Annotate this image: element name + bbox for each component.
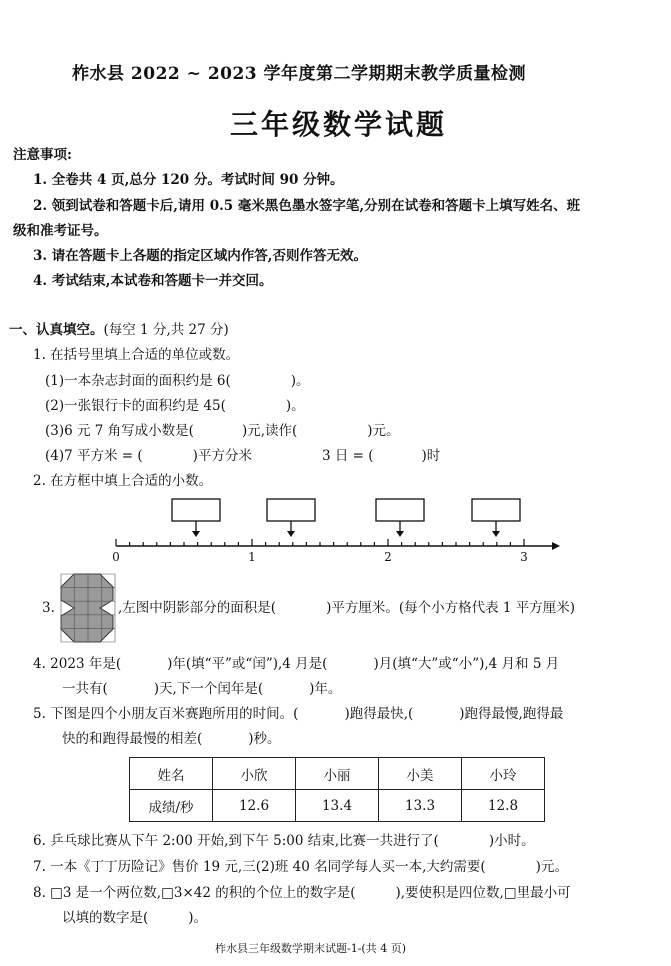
table-cell: 13.3 bbox=[379, 790, 462, 822]
table-cell: 12.8 bbox=[462, 790, 545, 822]
question-8-line1: 8. □3 是一个两位数,□3×42 的积的个位上的数字是( ),要使积是四位数,□里最小可 bbox=[33, 885, 571, 901]
tick-label: 0 bbox=[112, 550, 120, 564]
question-1-stem: 1. 在括号里填上合适的单位或数。 bbox=[33, 347, 240, 363]
question-4-line2: 一共有( )天,下一个闰年是( )年。 bbox=[62, 681, 342, 697]
table-row bbox=[130, 790, 545, 822]
notice-item: 3. 请在答题卡上各题的指定区域内作答,否则作答无效。 bbox=[33, 248, 367, 264]
page-footer: 柞水县三年级数学期末试题-1-(共 4 页) bbox=[215, 942, 407, 955]
table-cell: 姓名 bbox=[130, 758, 213, 790]
tick-label: 3 bbox=[520, 550, 528, 564]
question-4-line1: 4. 2023 年是( )年(填“平”或“闰”),4 月是( )月(填“大”或“小”),4 月和 5 月 bbox=[33, 656, 560, 672]
table-header-row bbox=[130, 758, 545, 790]
notice-item: 4. 考试结束,本试卷和答题卡一并交回。 bbox=[33, 273, 273, 289]
question-1-c: (3)6 元 7 角写成小数是( )元,读作( )元。 bbox=[45, 423, 400, 439]
answer-box[interactable] bbox=[472, 499, 520, 521]
tick-label: 1 bbox=[248, 550, 256, 564]
question-2-stem: 2. 在方框中填上合适的小数。 bbox=[33, 473, 213, 489]
exam-header: 柞水县 2022 ~ 2023 学年度第二学期期末教学质量检测 bbox=[72, 64, 527, 84]
question-8-line2: 以填的数字是( )。 bbox=[62, 910, 208, 926]
question-6: 6. 乒乓球比赛从下午 2:00 开始,到下午 5:00 结束,比赛一共进行了( )小时。 bbox=[33, 833, 535, 849]
table-cell: 小美 bbox=[379, 758, 462, 790]
table-cell: 小欣 bbox=[213, 758, 296, 790]
shaded-shape-figure bbox=[60, 573, 116, 643]
question-1-a: (1)一本杂志封面的面积约是 6( )。 bbox=[45, 373, 310, 389]
question-1-b: (2)一张银行卡的面积约是 45( )。 bbox=[45, 398, 305, 414]
race-time-table bbox=[129, 757, 545, 822]
question-5-line1: 5. 下图是四个小朋友百米赛跑所用的时间。( )跑得最快,( )跑得最慢,跑得最 bbox=[33, 706, 564, 722]
section-score-note: (每空 1 分,共 27 分) bbox=[103, 322, 229, 338]
section-title: 一、认真填空。 bbox=[9, 322, 104, 338]
notice-item: 级和准考证号。 bbox=[13, 223, 108, 239]
answer-box[interactable] bbox=[172, 499, 220, 521]
answer-box[interactable] bbox=[267, 499, 315, 521]
table-cell: 小丽 bbox=[296, 758, 379, 790]
question-7: 7. 一本《丁丁历险记》售价 19 元,三(2)班 40 名同学每人买一本,大约需要( )元。 bbox=[33, 859, 568, 875]
section-heading bbox=[9, 320, 229, 340]
number-line bbox=[108, 496, 568, 566]
tick-label: 2 bbox=[384, 550, 392, 564]
notice-item: 2. 领到试卷和答题卡后,请用 0.5 毫米黑色墨水签字笔,分别在试卷和答题卡上填写姓名、班 bbox=[33, 198, 581, 214]
question-1-d: (4)7 平方米 = ( )平方分米 3 日 = ( )时 bbox=[45, 448, 441, 464]
table-cell: 13.4 bbox=[296, 790, 379, 822]
page-title: 三年级数学试题 bbox=[230, 108, 448, 141]
question-3-text: ,左图中阴影部分的面积是( )平方厘米。(每个小方格代表 1 平方厘米) bbox=[118, 600, 576, 616]
notice-item: 1. 全卷共 4 页,总分 120 分。考试时间 90 分钟。 bbox=[33, 172, 344, 188]
question-3-number: 3. bbox=[42, 600, 55, 616]
table-cell: 小玲 bbox=[462, 758, 545, 790]
answer-box[interactable] bbox=[376, 499, 424, 521]
table-cell: 成绩/秒 bbox=[130, 790, 213, 822]
notice-heading: 注意事项: bbox=[13, 147, 72, 163]
table-cell: 12.6 bbox=[213, 790, 296, 822]
question-5-line2: 快的和跑得最慢的相差( )秒。 bbox=[62, 731, 281, 747]
